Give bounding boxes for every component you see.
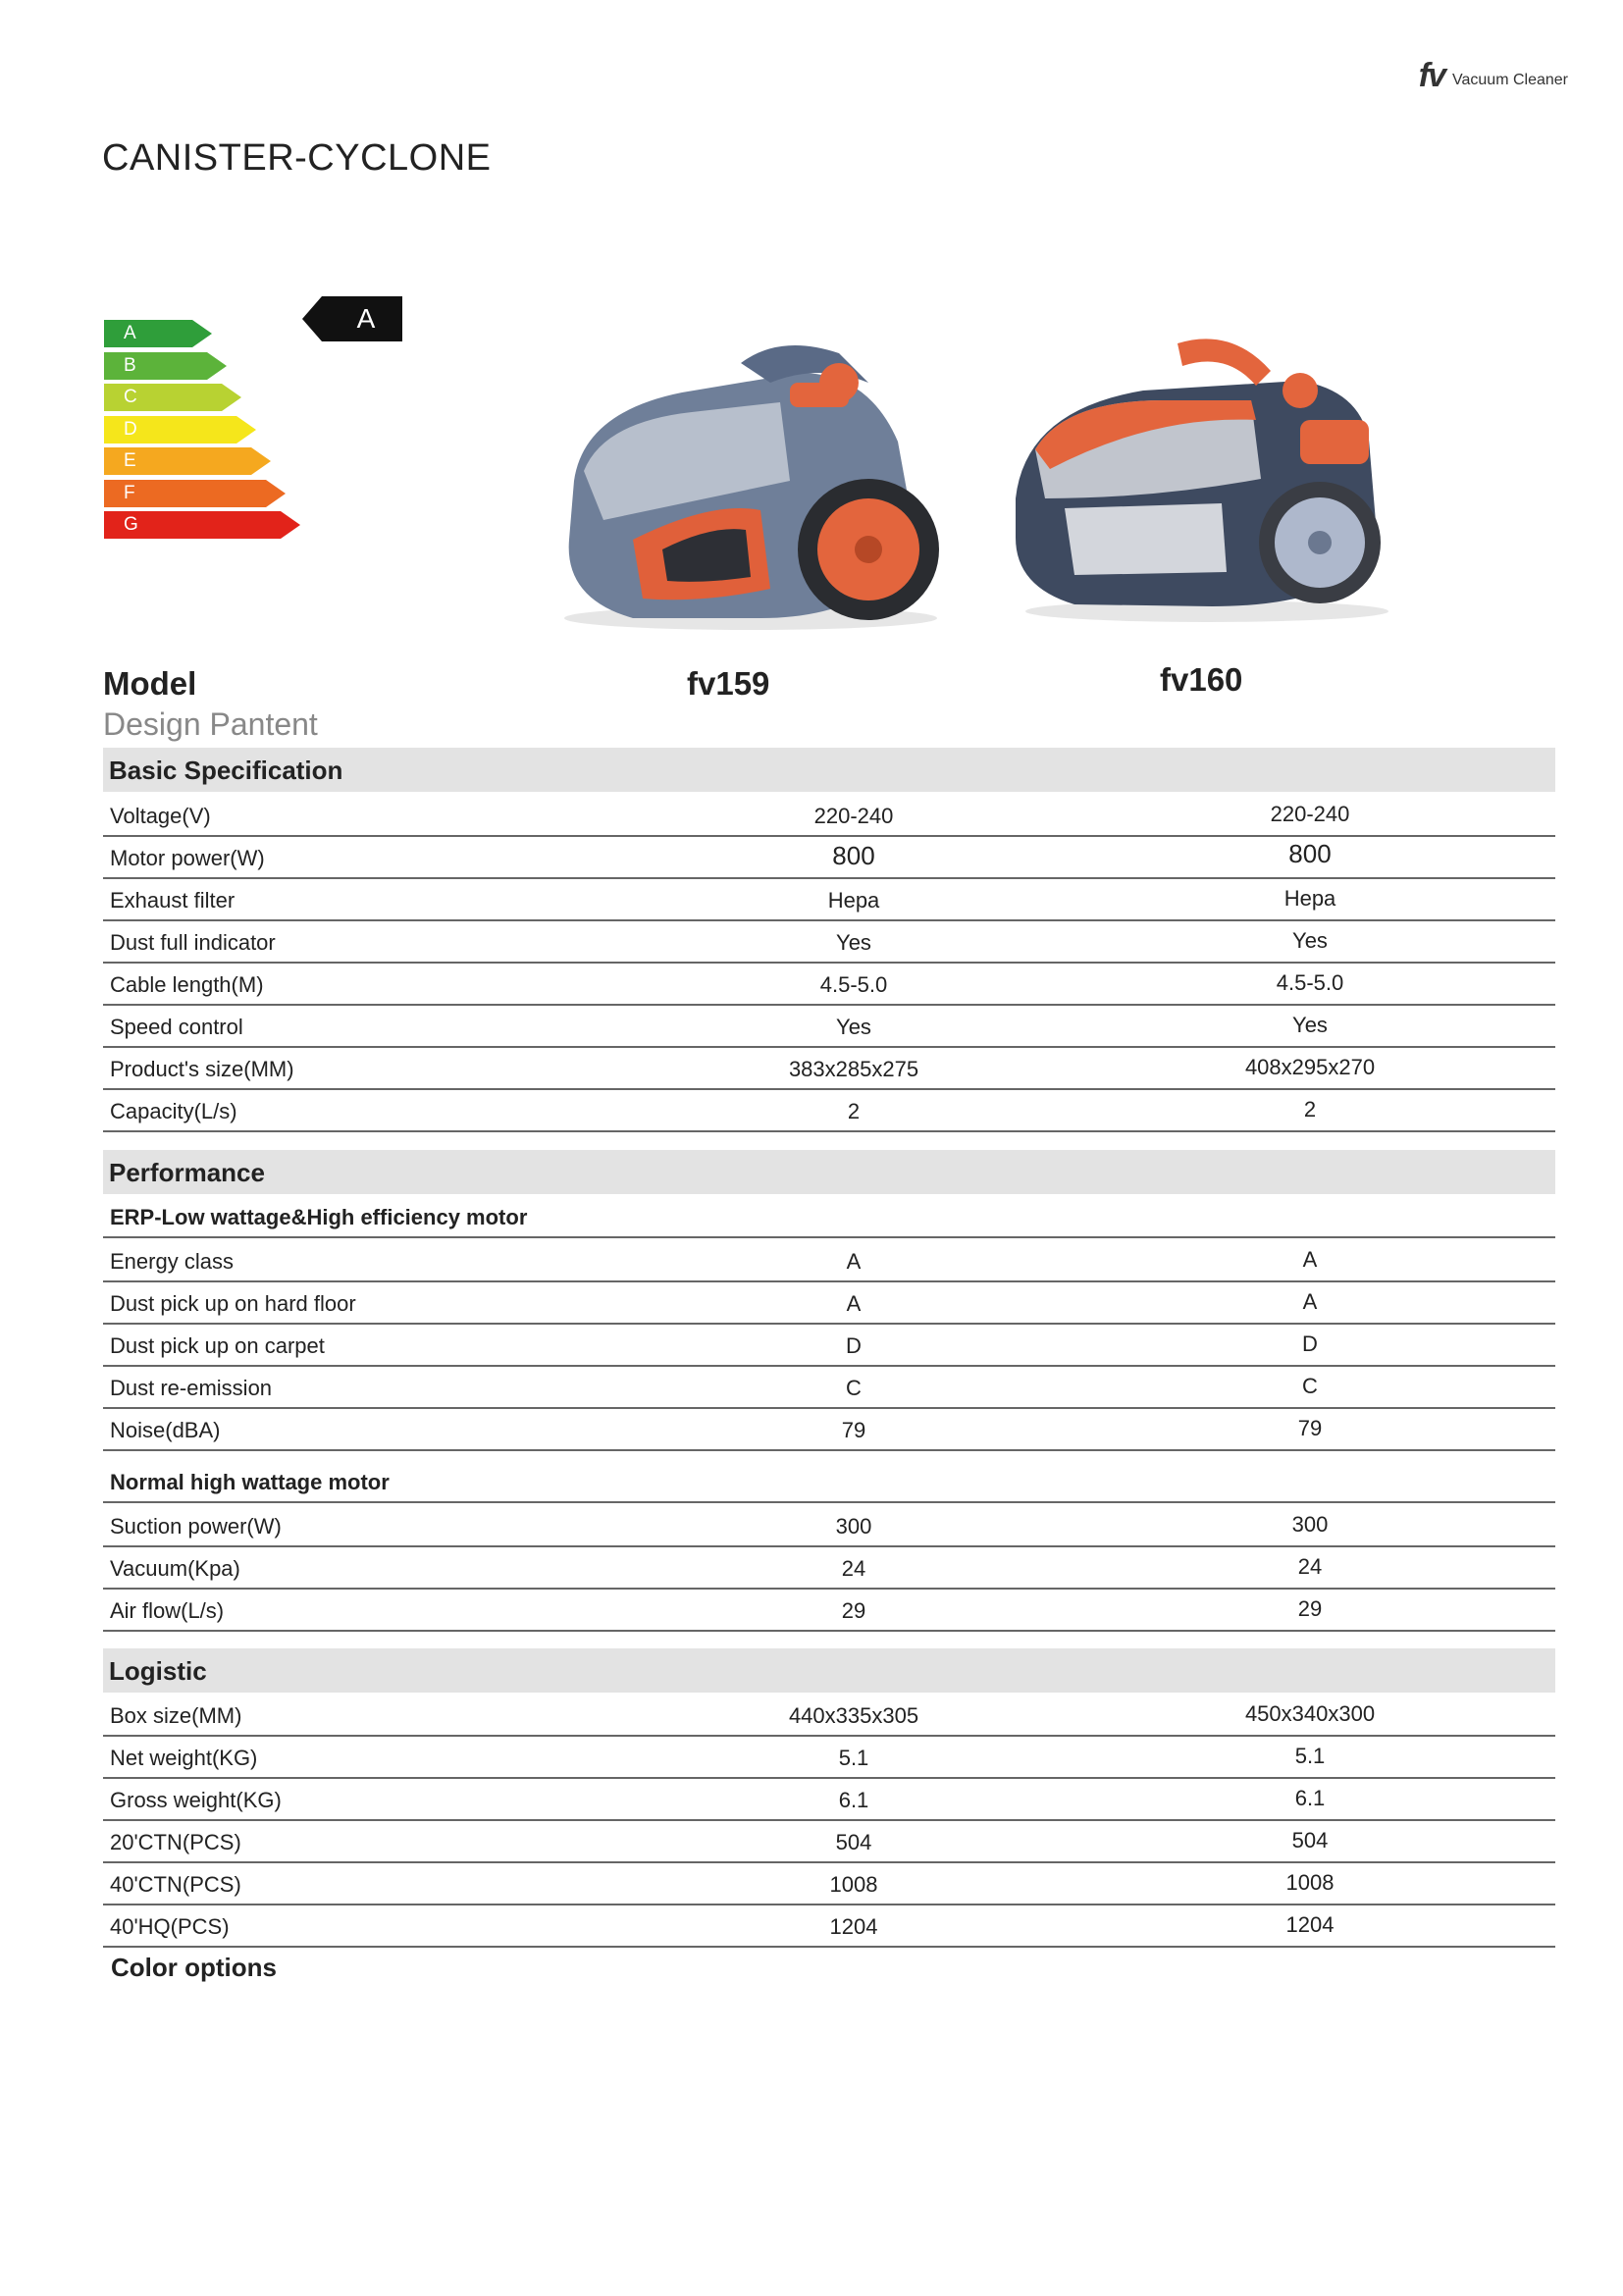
spec-row: Motor power(W) 800 800 xyxy=(103,835,1555,879)
spec-row: Capacity(L/s) 2 2 xyxy=(103,1088,1555,1132)
energy-label-scale xyxy=(104,320,281,544)
spec-row: Net weight(KG) 5.1 5.1 xyxy=(103,1735,1555,1779)
normal-motor-subheading-row xyxy=(103,1460,1555,1503)
spec-row: Dust pick up on carpet D D xyxy=(103,1323,1555,1367)
spec-row: Air flow(L/s) 29 29 xyxy=(103,1588,1555,1632)
energy-class-g: G xyxy=(104,511,281,539)
energy-class-e: E xyxy=(104,447,251,475)
spec-row: Dust full indicator Yes Yes xyxy=(103,919,1555,964)
energy-class-b: B xyxy=(104,352,207,380)
spec-row: Speed control Yes Yes xyxy=(103,1004,1555,1048)
color-options-label: Color options xyxy=(111,1953,277,1982)
spec-row: Noise(dBA) 79 79 xyxy=(103,1407,1555,1451)
brand-tagline: Vacuum Cleaner xyxy=(1452,71,1568,88)
erp-subheading-row xyxy=(103,1197,1555,1238)
spec-row: Box size(MM) 440x335x305 450x340x300 xyxy=(103,1693,1555,1737)
energy-rating-badge: A xyxy=(322,296,402,341)
brand xyxy=(1419,57,1568,95)
spec-row: Product's size(MM) 383x285x275 408x295x270 xyxy=(103,1046,1555,1090)
design-patent-label: Design Pantent xyxy=(103,706,318,742)
model-label: Model xyxy=(103,665,197,702)
spec-row: Exhaust filter Hepa Hepa xyxy=(103,877,1555,921)
spec-row: Cable length(M) 4.5-5.0 4.5-5.0 xyxy=(103,962,1555,1006)
section-logistic: Logistic xyxy=(103,1648,1555,1693)
spec-row: 20'CTN(PCS) 504 504 xyxy=(103,1819,1555,1863)
section-performance: Performance xyxy=(103,1150,1555,1194)
spec-row: 40'HQ(PCS) 1204 1204 xyxy=(103,1904,1555,1948)
energy-class-f: F xyxy=(104,480,266,507)
spec-row: 40'CTN(PCS) 1008 1008 xyxy=(103,1861,1555,1905)
spec-row: Suction power(W) 300 300 xyxy=(103,1503,1555,1547)
spec-row: Dust re-emission C C xyxy=(103,1365,1555,1409)
normal-motor-subheading: Normal high wattage motor xyxy=(110,1470,390,1494)
spec-row: Voltage(V) 220-240 220-240 xyxy=(103,793,1555,837)
product-image-fv159 xyxy=(545,324,957,638)
brand-logo: fv xyxy=(1418,57,1445,94)
model-name-fv159: fv159 xyxy=(687,665,770,702)
energy-class-d: D xyxy=(104,416,236,444)
erp-subheading: ERP-Low wattage&High efficiency motor xyxy=(110,1205,528,1229)
spec-row: Gross weight(KG) 6.1 6.1 xyxy=(103,1777,1555,1821)
section-basic-specification: Basic Specification xyxy=(103,748,1555,792)
model-name-fv160: fv160 xyxy=(1160,661,1243,698)
spec-row: Vacuum(Kpa) 24 24 xyxy=(103,1545,1555,1590)
spec-row: Dust pick up on hard floor A A xyxy=(103,1280,1555,1325)
energy-class-c: C xyxy=(104,384,222,411)
energy-class-a: A xyxy=(104,320,192,347)
product-image-fv160 xyxy=(1006,332,1408,626)
spec-row: Energy class A A xyxy=(103,1238,1555,1282)
page-title: CANISTER-CYCLONE xyxy=(102,137,492,179)
